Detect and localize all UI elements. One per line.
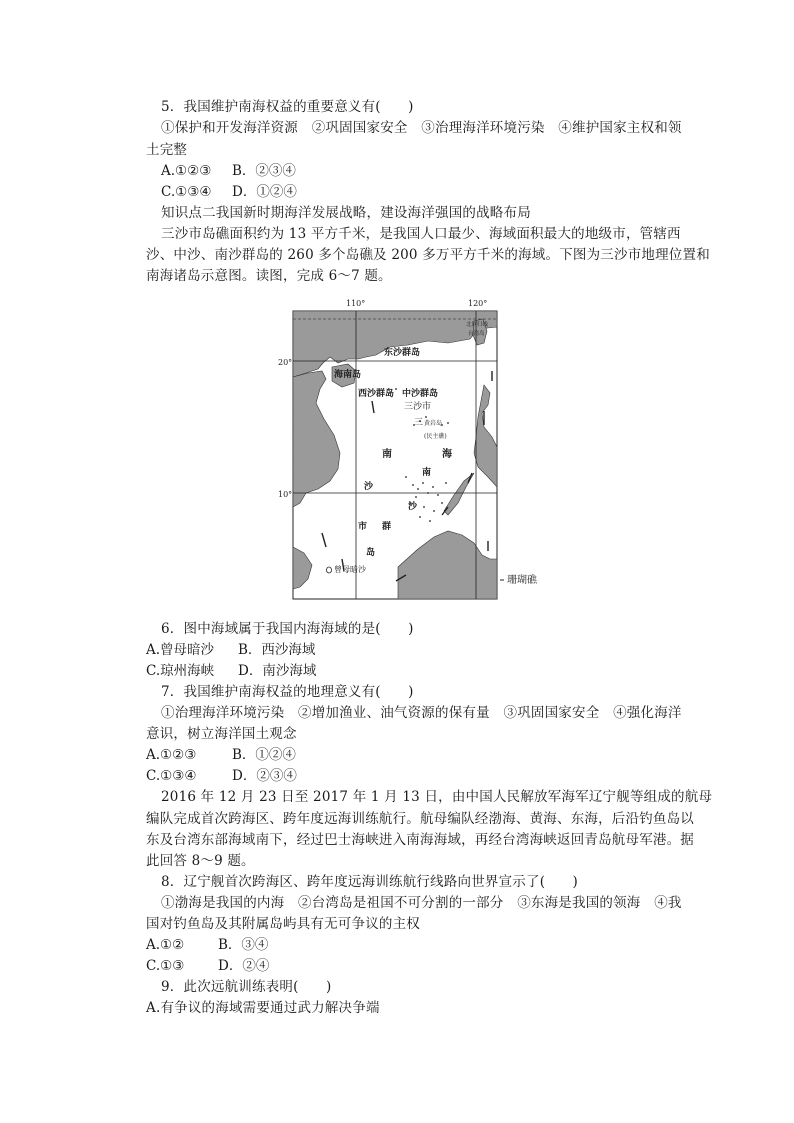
- q5-items-line2: 土完整: [146, 142, 188, 158]
- map-lon-110: 110°: [346, 299, 366, 308]
- map-dongsha-label: 东沙群岛: [384, 348, 421, 358]
- map-lat-10: 10°: [278, 490, 293, 499]
- map-taiwan-label: 台湾岛: [468, 331, 485, 337]
- south-china-sea-map: [278, 297, 514, 603]
- section2-title: 知识点二我国新时期海洋发展战略，建设海洋强国的战略布局: [161, 205, 531, 221]
- map-sha2-label: 沙: [408, 502, 418, 512]
- q6-option-b: B．西沙海域: [238, 642, 316, 658]
- map-nansha-nan-label: 南: [422, 468, 432, 478]
- map-zhongsha-label: 中沙群岛: [402, 389, 439, 399]
- q7-option-c: C.①③④: [146, 768, 197, 784]
- section2-intro-line1: 三沙市岛礁面积约为 13 平方千米，是我国人口最少、海域面积最大的地级市，管辖西: [161, 226, 681, 242]
- q7-option-b: B．①②④: [232, 747, 296, 763]
- section2-intro-line3: 南海诸岛示意图。读图，完成 6～7 题。: [146, 268, 392, 284]
- map-hainan-label: 海南岛: [334, 370, 362, 380]
- q7-items-line2: 意识，树立海洋国土观念: [146, 726, 297, 742]
- map-qun-label: 群: [382, 522, 392, 532]
- section2-intro-line2: 沙、中沙、南沙群岛的 260 多个岛礁及 200 多万平方千米的海域。下图为三沙市地理位置和: [146, 247, 710, 263]
- map-zengmu-label: 曾母暗沙: [334, 565, 366, 574]
- q8-option-b: B．③④: [218, 937, 269, 953]
- q7-option-d: D．②③④: [232, 768, 297, 784]
- q9-option-a: A.有争议的海域需要通过武力解决争端: [146, 1000, 380, 1016]
- map-huangyan-sub-label: (民主礁): [424, 433, 447, 440]
- q8-stem: 8．辽宁舰首次跨海区、跨年度远海训练航行线路向世界宣示了( ): [161, 874, 579, 890]
- map-dao-label: 岛: [366, 548, 376, 558]
- q6-option-a: A.曾母暗沙: [146, 642, 215, 658]
- passage-line4: 此回答 8～9 题。: [146, 853, 255, 869]
- q7-option-a: A.①②③: [146, 747, 197, 763]
- q5-option-b: B．②③④: [232, 163, 296, 179]
- map-sha1-label: 沙: [364, 482, 374, 492]
- q6-option-c: C.琼州海峡: [146, 663, 215, 679]
- q8-items-line1: ①渤海是我国的内海 ②台湾岛是祖国不可分割的一部分 ③东海是我国的领海 ④我: [161, 895, 682, 911]
- map-xisha-label: 西沙群岛: [358, 389, 395, 399]
- passage-line1: 2016 年 12 月 23 日至 2017 年 1 月 13 日，由中国人民解放军海军辽宁舰等组成的航母: [161, 789, 713, 805]
- q5-option-c: C.①③④: [161, 184, 212, 200]
- q6-option-d: D．南沙海域: [238, 663, 317, 679]
- passage-line2: 编队完成首次跨海区、跨年度远海训练航行。航母编队经渤海、黄海、东海，后沿钓鱼岛以: [146, 811, 694, 827]
- map-hai-label: 海: [442, 449, 452, 460]
- q7-stem: 7．我国维护南海权益的地理意义有( ): [161, 684, 414, 700]
- map-lat-20: 20°: [278, 358, 293, 367]
- map-huangyan-label: 黄岩岛: [424, 420, 443, 427]
- q8-items-line2: 国对钓鱼岛及其附属岛屿具有无可争议的主权: [146, 916, 420, 932]
- q8-option-c: C.①③: [146, 958, 185, 974]
- map-legend-coral: 珊瑚礁: [507, 575, 537, 586]
- q5-items-line1: ①保护和开发海洋资源 ②巩固国家安全 ③治理海洋环境污染 ④维护国家主权和领: [161, 120, 682, 136]
- q7-items-line1: ①治理海洋环境污染 ②增加渔业、油气资源的保有量 ③巩固国家安全 ④强化海洋: [161, 705, 682, 721]
- map-shi-label: 市: [358, 522, 368, 532]
- q5-stem: 5．我国维护南海权益的重要意义有( ): [161, 99, 414, 115]
- map-nan-label: 南: [382, 449, 392, 460]
- map-san-label: 三: [414, 418, 424, 428]
- map-tropic-label: 北回归线: [466, 322, 489, 328]
- q8-option-d: D．②④: [218, 958, 270, 974]
- q5-option-d: D．①②④: [232, 184, 297, 200]
- map-sansha-label: 三沙市: [404, 402, 432, 412]
- q9-stem: 9．此次远航训练表明( ): [161, 979, 332, 995]
- q5-option-a: A.①②③: [161, 163, 212, 179]
- map-lon-120: 120°: [468, 299, 488, 308]
- q6-stem: 6．图中海域属于我国内海海域的是( ): [161, 621, 414, 637]
- q8-option-a: A.①②: [146, 937, 185, 953]
- passage-line3: 东及台湾东部海域南下，经过巴士海峡进入南海海域，再经台湾海峡返回青岛航母军港。据: [146, 832, 694, 848]
